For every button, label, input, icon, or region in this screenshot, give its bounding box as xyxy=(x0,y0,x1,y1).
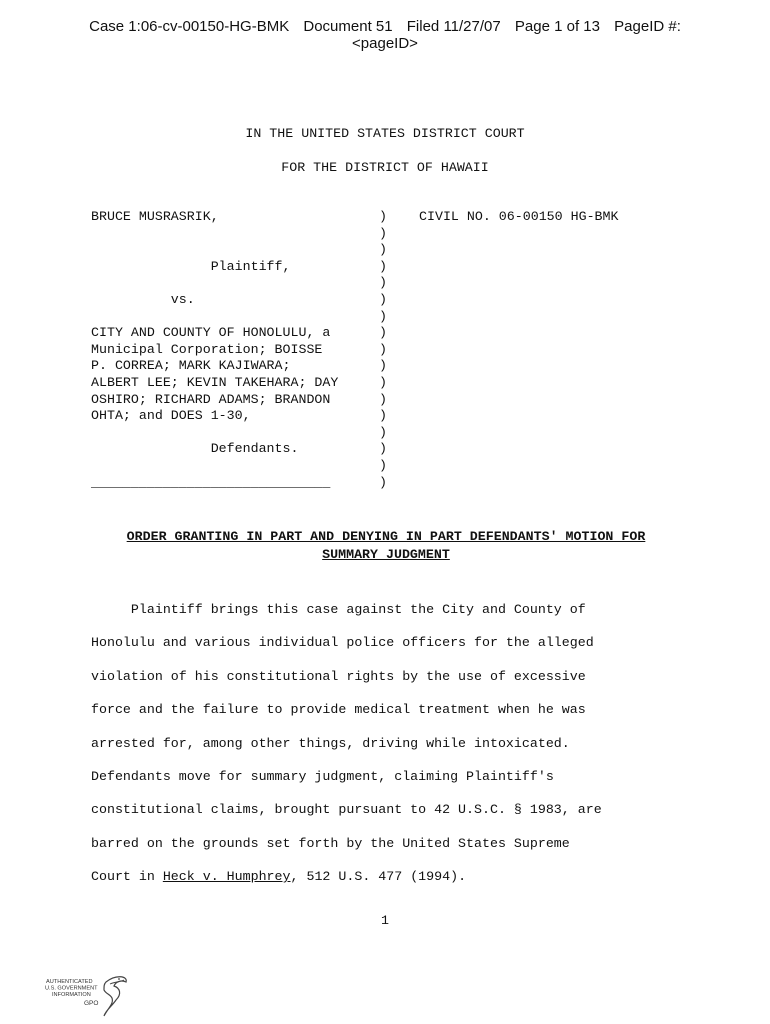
caption-parentheses: ) ) ) ) ) ) ) ) ) ) ) ) ) ) ) ) ) xyxy=(379,209,387,490)
logo-line-2: U.S. GOVERNMENT xyxy=(45,985,98,992)
body-line-last xyxy=(91,860,681,893)
body-line: violation of his constitutional rights by the use of excessive xyxy=(91,668,586,684)
gpo-eagle-icon xyxy=(44,974,130,1018)
page-id-value: <pageID> xyxy=(352,35,418,52)
case-citation: Heck v. Humphrey xyxy=(162,869,291,885)
order-title xyxy=(91,528,681,564)
gpo-authenticated-logo xyxy=(44,974,130,1018)
body-line: Plaintiff brings this case against the City and County of xyxy=(91,602,586,617)
order-body xyxy=(91,593,681,894)
defendants-role: Defendants. xyxy=(210,441,299,457)
logo-line-1: AUTHENTICATED xyxy=(46,979,93,985)
defendant-line: P. CORREA; MARK KAJIWARA; xyxy=(91,358,291,374)
defendant-line: OHTA; and DOES 1-30, xyxy=(91,408,251,424)
logo-line-3: INFORMATION xyxy=(52,992,91,998)
body-line: barred on the grounds set forth by the United States Supreme xyxy=(91,835,570,851)
document-number: Document 51 xyxy=(303,18,393,35)
case-number: Case 1:06-cv-00150-HG-BMK xyxy=(89,18,290,35)
caption-underline: ______________________________ xyxy=(91,474,331,490)
body-line: force and the failure to provide medical treatment when he was xyxy=(91,702,586,718)
caption-parties xyxy=(91,209,376,491)
page-number: 1 xyxy=(381,913,389,928)
defendant-line: CITY AND COUNTY OF HONOLULU, a xyxy=(91,325,331,341)
citation-suffix: , 512 U.S. 477 (1994). xyxy=(290,869,467,885)
defendant-line: ALBERT LEE; KEVIN TAKEHARA; DAY xyxy=(91,374,339,390)
defendant-line: OSHIRO; RICHARD ADAMS; BRANDON xyxy=(91,391,331,407)
filed-date: Filed 11/27/07 xyxy=(406,18,501,35)
district-name: FOR THE DISTRICT OF HAWAII xyxy=(281,160,489,175)
page-count: Page 1 of 13 xyxy=(514,18,600,35)
court-name: IN THE UNITED STATES DISTRICT COURT xyxy=(245,126,525,141)
plaintiff-role: Plaintiff, xyxy=(210,258,291,274)
body-line: Honolulu and various individual police officers for the alleged xyxy=(91,635,594,651)
citation-prefix: Court in xyxy=(91,869,163,885)
page-id-label: PageID #: xyxy=(614,18,681,35)
order-title-line-1: ORDER GRANTING IN PART AND DENYING IN PART DEFENDANTS' MOTION FOR xyxy=(126,529,646,544)
logo-line-4: GPO xyxy=(84,1000,99,1007)
body-line: arrested for, among other things, driving while intoxicated. xyxy=(91,735,570,751)
plaintiff-name: BRUCE MUSRASRIK, xyxy=(91,209,219,224)
defendant-line: Municipal Corporation; BOISSE xyxy=(91,341,323,357)
body-line: Defendants move for summary judgment, claiming Plaintiff's xyxy=(91,769,554,785)
case-header xyxy=(0,18,770,52)
civil-number: CIVIL NO. 06-00150 HG-BMK xyxy=(419,209,619,224)
order-title-line-2: SUMMARY JUDGMENT xyxy=(322,547,450,562)
body-line: constitutional claims, brought pursuant to 42 U.S.C. § 1983, are xyxy=(91,802,602,818)
versus-label: vs. xyxy=(170,291,195,307)
